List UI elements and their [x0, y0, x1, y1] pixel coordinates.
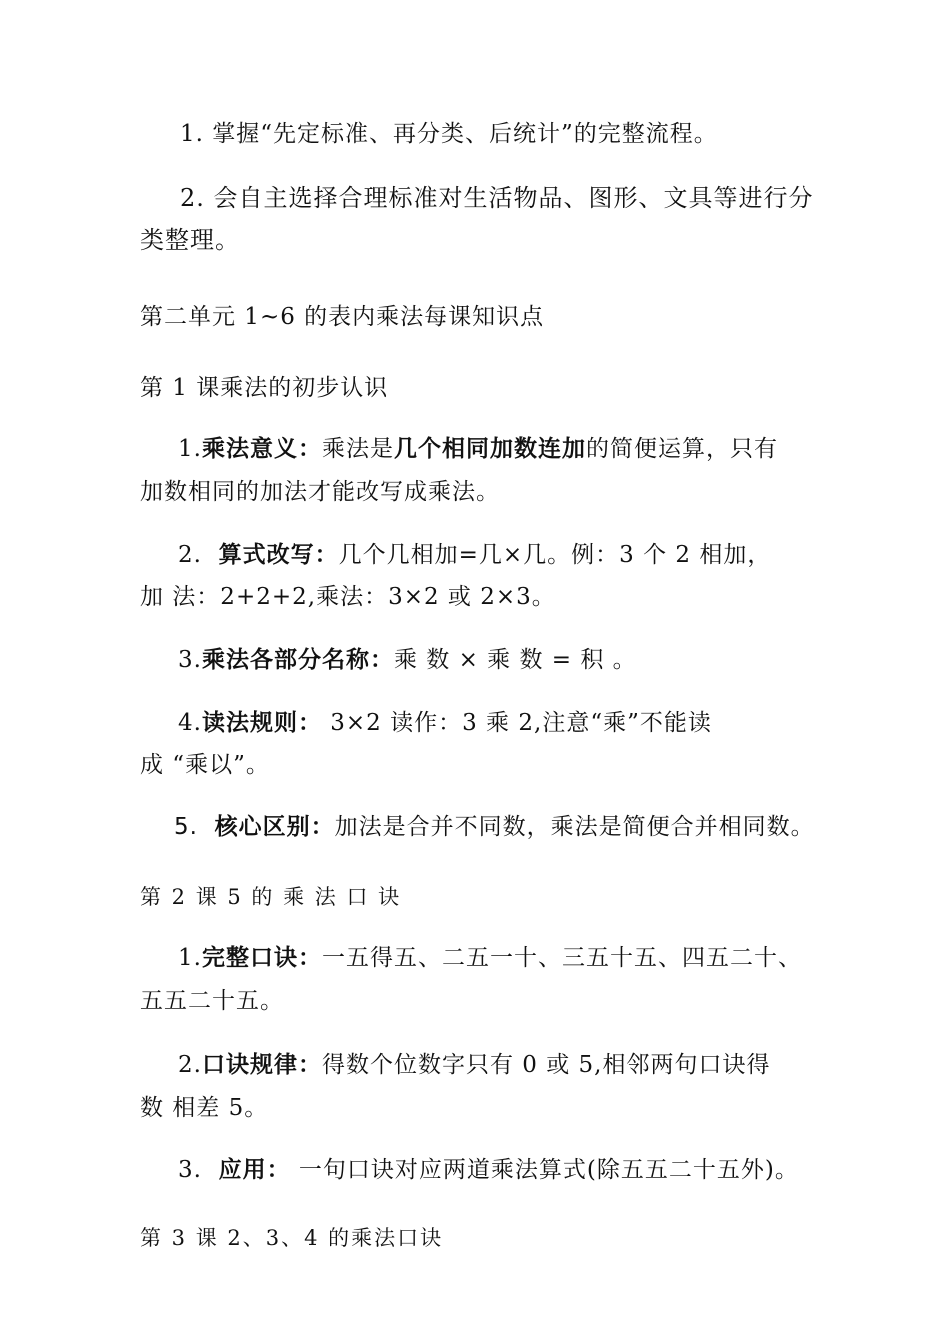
point-number: 2. [178, 542, 202, 568]
lesson-2-point-2 [178, 1050, 770, 1080]
point-number: 4. [178, 710, 202, 736]
point-emphasis: 几个相同加数连加 [393, 436, 586, 462]
point-text: 3×2 读作：3 乘 2,注意“乘”不能读 [321, 710, 712, 736]
unit-title [140, 302, 544, 332]
point-heading: 读法规则： [201, 710, 322, 736]
point-text: 的简便运算，只有 [585, 436, 778, 462]
lesson-2-point-2-cont [140, 1093, 268, 1123]
goal-2 [180, 183, 814, 213]
lesson-1-point-4 [178, 708, 712, 738]
lesson-2-point-3 [178, 1155, 799, 1185]
lesson-2-title-text: 第 2 课 5 的 乘 法 口 诀 [140, 885, 402, 909]
point-text: 一句口诀对应两道乘法算式(除五五二十五外)。 [290, 1157, 799, 1183]
goal-1 [180, 119, 718, 149]
point-text: 五五二十五。 [140, 988, 284, 1014]
point-number: 3. [178, 647, 202, 673]
lesson-1-title [140, 373, 388, 403]
point-number: 1. [178, 436, 202, 462]
lesson-1-point-2-cont [140, 582, 556, 612]
lesson-3-title [140, 1223, 443, 1253]
point-text: 乘法是 [321, 436, 394, 462]
goal-1-text: 1. 掌握“先定标准、再分类、后统计”的完整流程。 [180, 121, 718, 147]
point-text: 得数个位数字只有 0 或 5,相邻两句口诀得 [321, 1052, 771, 1078]
point-heading: 乘法各部分名称： [201, 647, 394, 673]
point-heading: 算式改写： [218, 542, 339, 568]
lesson-1-point-5 [174, 812, 815, 842]
point-text: 乘 数 × 乘 数 = 积 。 [393, 647, 637, 673]
lesson-1-title-text: 第 1 课乘法的初步认识 [140, 375, 389, 401]
point-heading: 核心区别： [214, 814, 335, 840]
goal-2-cont-text: 类整理。 [140, 226, 240, 254]
lesson-1-point-1 [178, 434, 778, 464]
lesson-2-point-1 [178, 943, 802, 973]
point-heading: 完整口诀： [201, 945, 322, 971]
point-text: 一五得五、二五一十、三五十五、四五二十、 [321, 945, 802, 971]
point-text: 数 相差 5。 [140, 1095, 269, 1121]
lesson-1-point-1-cont [140, 477, 500, 507]
goal-2-text: 2. 会自主选择合理标准对生活物品、图形、文具等进行分 [180, 184, 814, 212]
point-heading: 应用： [218, 1157, 291, 1183]
lesson-2-title [140, 882, 401, 912]
point-number: 5. [174, 814, 198, 840]
unit-title-text: 第二单元 1~6 的表内乘法每课知识点 [140, 304, 545, 330]
point-text: 几个几相加=几×几。例：3 个 2 相加， [338, 542, 772, 568]
point-number: 2. [178, 1052, 202, 1078]
lesson-1-point-2 [178, 540, 771, 570]
goal-2-cont [140, 225, 240, 255]
lesson-1-point-4-cont [140, 750, 270, 780]
point-heading: 口诀规律： [201, 1052, 322, 1078]
lesson-3-title-text: 第 3 课 2、3、4 的乘法口诀 [140, 1226, 444, 1250]
point-number: 1. [178, 945, 202, 971]
point-text: 加法是合并不同数，乘法是简便合并相同数。 [334, 814, 815, 840]
point-number: 3. [178, 1157, 202, 1183]
lesson-1-point-3 [178, 645, 637, 675]
point-text: 加 法：2+2+2,乘法：3×2 或 2×3。 [140, 584, 556, 610]
point-heading: 乘法意义： [201, 436, 322, 462]
point-text: 加数相同的加法才能改写成乘法。 [140, 479, 500, 505]
point-text: 成 “乘以”。 [140, 752, 270, 778]
lesson-2-point-1-cont [140, 986, 284, 1016]
